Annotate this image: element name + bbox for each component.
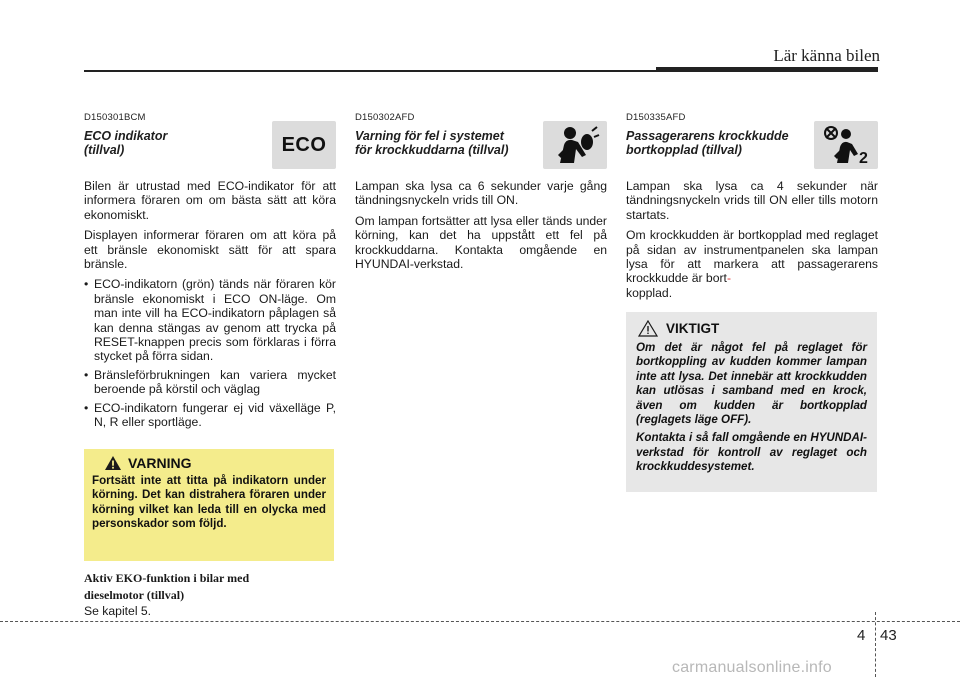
section-eco-indicator: [84, 112, 336, 434]
passenger-airbag-off-icon: [814, 121, 878, 169]
airbag-warning-icon: [543, 121, 607, 169]
paragraph: Lampan ska lysa ca 6 sekunder varje gång tändningsnyckeln vrids till ON.: [355, 179, 607, 208]
notice-title: VIKTIGT: [666, 321, 720, 336]
header-accent-bar: [656, 67, 878, 72]
section-code: D150302AFD: [355, 112, 415, 123]
paragraph-end: kopplad.: [626, 285, 673, 300]
eco-badge-label: ECO: [281, 133, 327, 156]
caution-triangle-icon: [638, 320, 658, 337]
heading-line-1: Varning för fel i systemet: [355, 129, 504, 143]
section-airbag-warning: [355, 112, 607, 277]
list-item: • Bränsleförbrukningen kan variera mycket beroende på körstil och väglag: [84, 368, 336, 397]
section-code: D150335AFD: [626, 112, 686, 123]
bullet-list: [84, 277, 336, 429]
section-heading: [626, 129, 811, 157]
paragraph: Om lampan fortsätter att lysa eller tänds under körning, kan det ha uppstått ett fel på krockkuddarna. Kontakta omgående en HYUNDAI-verkstad.: [355, 213, 607, 272]
notice-text: Om det är något fel på reglaget för bortkoppling av kudden kommer lampan inte att lysa. Det innebär att krockkudden kan utlösas i samband med en krock, även om kudden är bortkopplad (reglagets läge OFF).: [636, 341, 867, 427]
section-heading-row: [626, 129, 878, 179]
notice-text: Kontakta i så fall omgående en HYUNDAI-verkstad för kontroll av reglaget och krockkuddesystemet.: [636, 431, 867, 474]
heading-line-2: bortkopplad (tillval): [626, 143, 742, 157]
list-item: • ECO-indikatorn fungerar ej vid växelläge P, N, R eller sportläge.: [84, 401, 336, 430]
page-number: 43: [880, 627, 897, 644]
section-heading-row: [355, 129, 607, 179]
page-footer-line: [0, 621, 960, 622]
list-item: • ECO-indikatorn (grön) tänds när föraren kör bränsle ekonomiskt i ECO ON-läge. Om man inte vill ha ECO-indikatorn påplagen så kan denna stängas av genom att trycka på RESET-knappen precis som förklaras i förra stycket på förra sidan.: [84, 277, 336, 363]
section-heading-row: [84, 129, 336, 179]
notice-box: [626, 312, 877, 492]
heading-line-2: (tillval): [84, 143, 125, 157]
paragraph: Bilen är utrustad med ECO-indikator för att informera föraren om om bästa sätt att köra ekonomiskt.: [84, 179, 336, 222]
eco-indicator-icon: [272, 121, 336, 169]
airbag-person-icon: [550, 125, 600, 165]
section-code: D150301BCM: [84, 112, 146, 123]
page-header-title: Lär känna bilen: [773, 46, 880, 65]
footnote-line-2: dieselmotor (tillval): [84, 588, 185, 602]
heading-line-1: ECO indikator: [84, 129, 168, 143]
warning-title: VARNING: [128, 455, 192, 471]
section-passenger-airbag-off: [626, 112, 878, 306]
svg-text:2: 2: [859, 150, 868, 165]
page-number-divider: [875, 612, 876, 677]
watermark: carmanualsonline.info: [672, 659, 832, 676]
paragraph: Lampan ska lysa ca 4 sekunder när tändningsnyckeln vrids till ON eller tills motorn startats.: [626, 179, 878, 222]
footnote-line-1: Aktiv EKO-funktion i bilar med: [84, 571, 250, 585]
paragraph: Displayen informerar föraren om att köra på ett bränsle ekonomiskt sätt för att spara bränsle.: [84, 228, 336, 272]
warning-title-row: [104, 455, 326, 471]
heading-line-2: för krockkuddarna (tillval): [355, 143, 509, 157]
warning-box: [84, 449, 334, 561]
footnote-reference: Se kapitel 5.: [84, 604, 152, 618]
soft-hyphen: -: [726, 271, 731, 286]
warning-triangle-icon: [104, 455, 122, 471]
footnote: [84, 570, 336, 619]
section-heading: [84, 129, 269, 157]
passenger-airbag-off-symbol: [821, 125, 871, 165]
heading-line-1: Passagerarens krockkudde: [626, 129, 789, 143]
section-heading: [355, 129, 540, 157]
notice-title-row: [638, 320, 867, 337]
warning-text: Fortsätt inte att titta på indikatorn under körning. Det kan distrahera föraren under körning vilket kan leda till en olycka med personskador som följd.: [92, 474, 326, 531]
paragraph-main: Om krockkudden är bortkopplad med reglaget på sidan av instrumentpanelen ska lampan lysa för att markera att passagerarens krockkudde är bort: [626, 228, 878, 286]
paragraph: [626, 228, 878, 300]
chapter-number: 4: [857, 627, 866, 644]
